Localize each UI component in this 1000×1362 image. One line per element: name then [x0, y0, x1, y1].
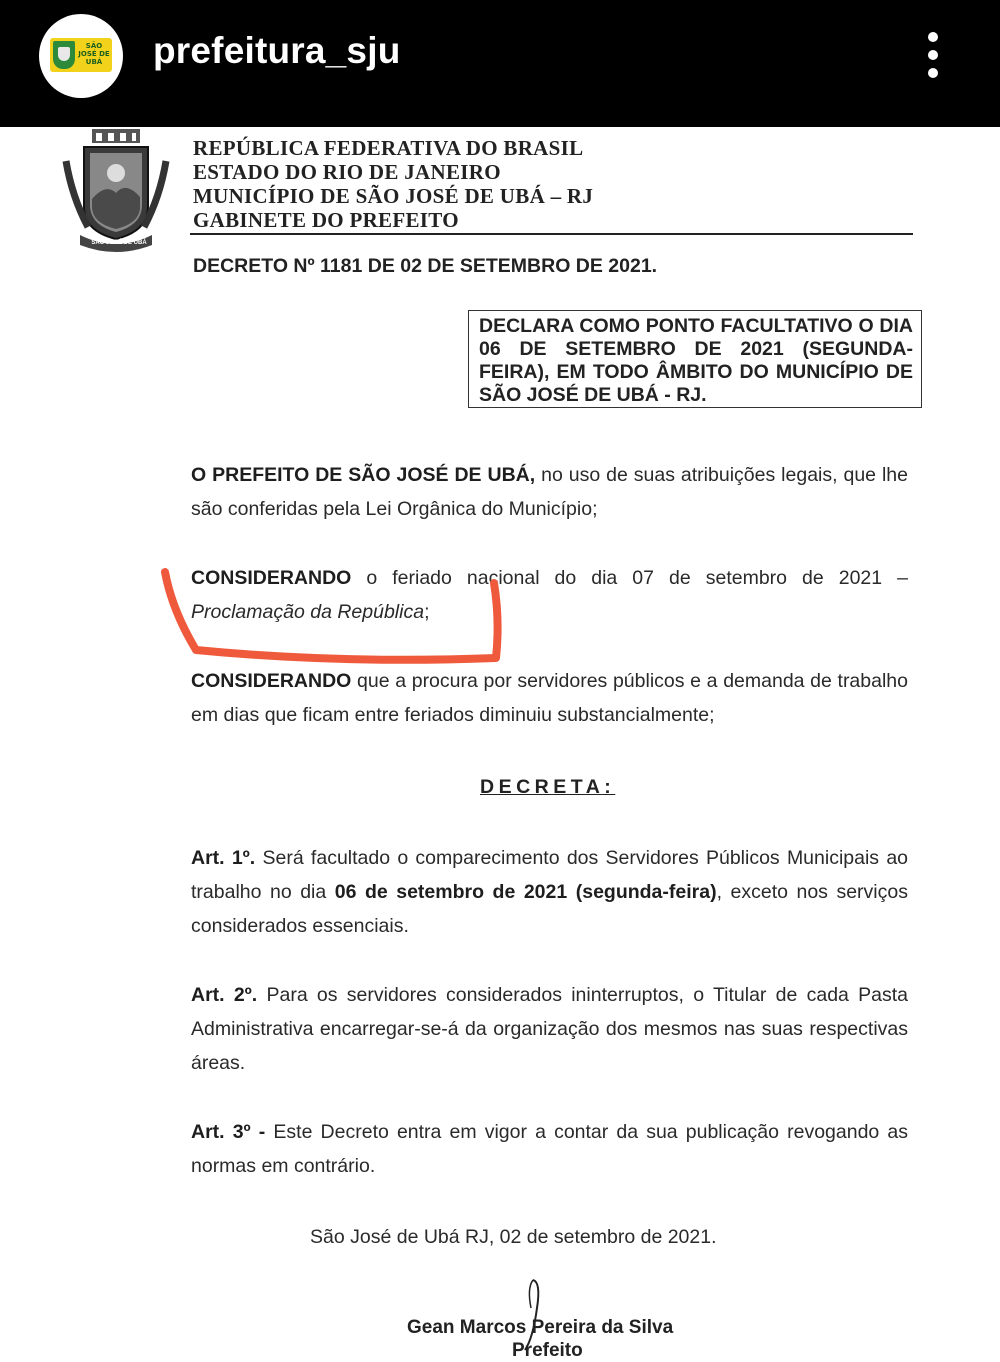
article-2 — [191, 978, 908, 1080]
article-1-text: Será facultado o comparecimento dos Servidores Públicos Municipais ao trabalho no dia — [191, 847, 909, 903]
article-3 — [191, 1115, 908, 1183]
signer-name: Gean Marcos Pereira da Silva — [407, 1317, 674, 1338]
decree-title: DECRETO Nº 1181 DE 02 DE SETEMBRO DE 2021. — [193, 255, 658, 277]
article-1-label: Art. 1º. — [191, 847, 256, 869]
article-3-label: Art. 3º - — [191, 1121, 266, 1143]
place-date: São José de Ubá RJ, 02 de setembro de 2021. — [310, 1226, 717, 1248]
considerando-1-paragraph — [191, 561, 908, 629]
considerando-2-paragraph — [191, 664, 908, 732]
article-2-label: Art. 2º. — [191, 984, 258, 1006]
municipality-logo — [50, 38, 112, 72]
letterhead-line: REPÚBLICA FEDERATIVA DO BRASIL — [193, 136, 584, 160]
preamble-paragraph — [191, 458, 908, 526]
article-1 — [191, 841, 908, 943]
considerando-2-text: que a procura por servidores públicos e a demanda de trabalho em dias que ficam entre feriados diminuiu substancialmente; — [191, 670, 908, 726]
more-options-button[interactable] — [918, 28, 948, 82]
profile-username[interactable]: prefeitura_sju — [153, 30, 401, 71]
article-2-text: Para os servidores considerados ininterruptos, o Titular de cada Pasta Administrativa encarregar-se-á da organização dos mesmos nas suas respectivas áreas. — [191, 984, 908, 1074]
considerando-1-text: o feriado nacional do dia 07 de setembro de 2021 – — [351, 567, 908, 589]
decreta-heading: DECRETA: — [480, 776, 616, 798]
article-1-text-end: , exceto nos serviços considerados essenciais. — [191, 881, 908, 937]
article-1-bold: 06 de setembro de 2021 (segunda-feira) — [334, 881, 717, 903]
coat-of-arms-icon — [62, 127, 170, 257]
crest-text: SÃO JOSÉ DE UBÁ — [91, 240, 147, 246]
avatar-logo-text: SÃO JOSÉ DE UBÁ — [78, 42, 110, 66]
preamble-text: no uso de suas atribuições legais, que lhe são conferidas pela Lei Orgânica do Município; — [191, 464, 908, 520]
more-vertical-icon — [928, 32, 938, 42]
considerando-2-bold: CONSIDERANDO — [191, 670, 352, 692]
considerando-1-bold: CONSIDERANDO — [191, 567, 352, 589]
avatar[interactable] — [39, 14, 123, 98]
considerando-1-end: ; — [424, 601, 430, 623]
article-3-text: Este Decreto entra em vigor a contar da sua publicação revogando as normas em contrário. — [191, 1121, 908, 1177]
summary-box — [468, 310, 922, 408]
letterhead — [193, 136, 593, 232]
considerando-1-italic: Proclamação da República — [191, 601, 425, 623]
summary-text: DECLARA COMO PONTO FACULTATIVO O DIA 06 DE SETEMBRO DE 2021 (SEGUNDA-FEIRA), EM TODO ÂMBITO DO MUNICÍPIO DE SÃO JOSÉ DE UBÁ - RJ. — [479, 315, 913, 406]
letterhead-line: MUNICÍPIO DE SÃO JOSÉ DE UBÁ – RJ — [193, 184, 594, 208]
preamble-bold: O PREFEITO DE SÃO JOSÉ DE UBÁ, — [191, 464, 536, 486]
header-divider — [190, 233, 913, 235]
shield-icon — [53, 41, 75, 69]
profile-header — [0, 0, 1000, 127]
signer-title: Prefeito — [512, 1340, 583, 1361]
letterhead-line: ESTADO DO RIO DE JANEIRO — [193, 160, 501, 184]
letterhead-line: GABINETE DO PREFEITO — [193, 208, 459, 232]
